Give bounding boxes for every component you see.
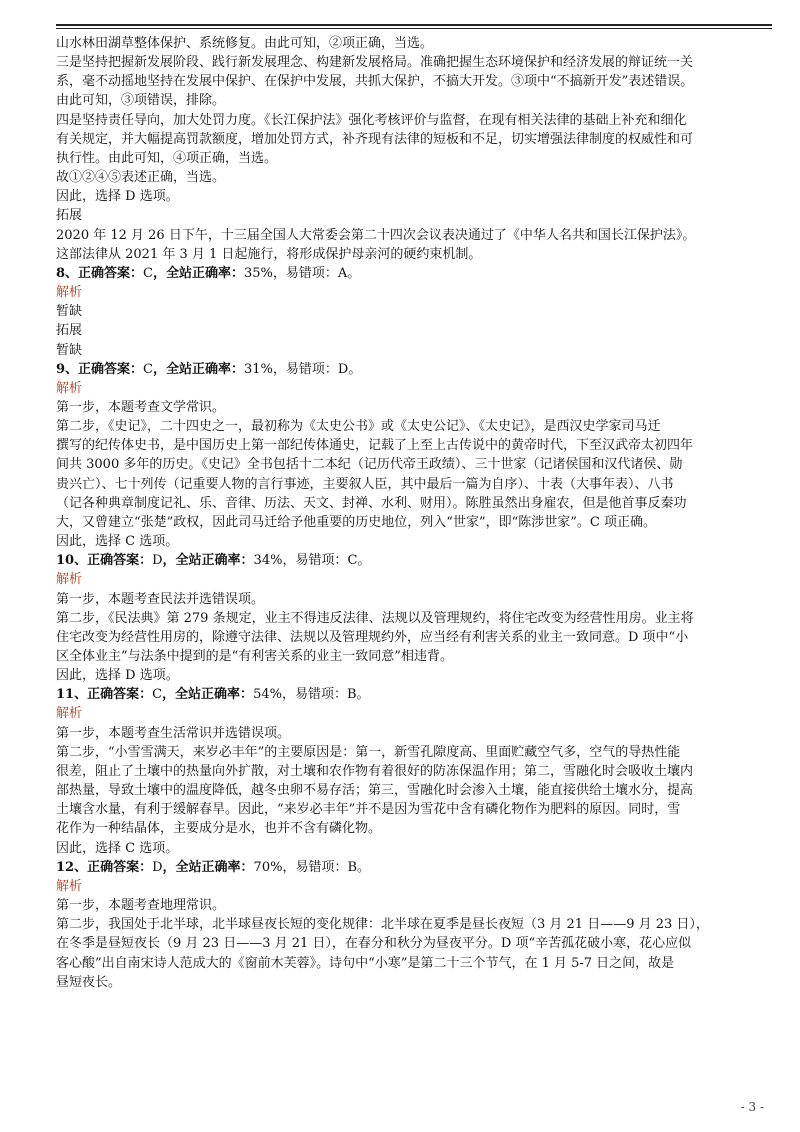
- text-line: 执行性。由此可知，④项正确，当选。: [56, 150, 278, 166]
- text-line: 间共 3000 多年的历史。《史记》全书包括十二本纪（记历代帝王政绩）、三十世家（记诸侯国和汉代诸侯、勋: [56, 457, 683, 473]
- text-line: 昼短夜长。: [56, 974, 122, 990]
- text-line: 贵兴亡）、七十列传（记重要人物的言行事迹，主要叙人臣，其中最后一篇为自序）、十表（大事年表）、八书: [56, 476, 674, 492]
- text-line: 部热量，导致土壤中的温度降低，越冬虫卵不易存活；第三，雪融化时会渗入土壤，能直接供给土壤水分，提高: [56, 783, 694, 799]
- text-line: 住宅改变为经营性用房的，除遵守法律、法规以及管理规约外，应当经有利害关系的业主一致同意。D 项中“小: [56, 629, 689, 645]
- text-line: 因此，选择 D 选项。: [56, 668, 179, 684]
- text-line: 第二步，我国处于北半球，北半球昼夜长短的变化规律：北半球在夏季是昼长夜短（3 月 21 日——9 月 23 日），: [56, 917, 709, 933]
- text-line: 2020 年 12 月 26 日下午，十三届全国人大常委会第二十四次会议表决通过了《中华人名共和国长江保护法》。: [56, 227, 696, 243]
- page-number: - 3 -: [740, 1100, 764, 1114]
- text-line: 客心酸”出自南宋诗人范成大的《窗前木芙蓉》。诗句中“小寒”是第二十三个节气，在 1 月 5-7 日之间，故是: [56, 955, 675, 971]
- text-line: 撰写的纪传体史书，是中国历史上第一部纪传体通史，记载了上至上古传说中的黄帝时代，下至汉武帝太初四年: [56, 438, 694, 454]
- text-line: 土壤含水量，有利于缓解春旱。因此，“来岁必丰年”并不是因为雪花中含有磷化物作为肥料的原因。同时，雪: [56, 802, 681, 818]
- text-line: 因此，选择 D 选项。: [56, 189, 179, 205]
- analysis-label: 解析: [56, 572, 83, 588]
- analysis-label: 解析: [56, 878, 83, 894]
- answer-heading-q9: 9、正确答案：C，全站正确率：31%，易错项：D。: [56, 361, 362, 377]
- text-line: 第一步，本题考查文学常识。: [56, 399, 226, 415]
- text-line: 有关规定，并大幅提高罚款额度，增加处罚方式，补齐现有法律的短板和不足，切实增强法律制度的权威性和可: [56, 131, 694, 147]
- text-line: 很差，阻止了土壤中的热量向外扩散，对土壤和农作物有着很好的防冻保温作用；第二，雪融化时会吸收土壤内: [56, 763, 694, 779]
- document-body: [56, 34, 756, 992]
- text-line: 第一步，本题考查生活常识并选错误项。: [56, 725, 291, 741]
- analysis-label: 解析: [56, 285, 83, 301]
- analysis-label: 解析: [56, 380, 83, 396]
- text-line: 因此，选择 C 选项。: [56, 840, 179, 856]
- text-line: 由此可知，③项错误，排除。: [56, 93, 226, 109]
- text-line: 第一步，本题考查民法并选错误项。: [56, 591, 265, 607]
- text-line: 区全体业主”与法条中提到的是“有利害关系的业主一致同意”相违背。: [56, 649, 453, 664]
- text-line: 第一步，本题考查地理常识。: [56, 898, 226, 914]
- text-line: （记各种典章制度记礼、乐、音律、历法、天文、封禅、水利、财用）。陈胜虽然出身雇农，但是他首事反秦功: [56, 495, 687, 511]
- text-line: 花作为一种结晶体，主要成分是水，也并不含有磷化物。: [56, 821, 382, 837]
- answer-heading-q8: 8、正确答案：C，全站正确率：35%，易错项：A。: [56, 265, 361, 281]
- text-line: 三是坚持把握新发展阶段、践行新发展理念、构建新发展格局。准确把握生态环境保护和经济发展的辩证统一关: [56, 55, 694, 71]
- header-rule-thin: [56, 28, 772, 29]
- text-line: 暂缺: [56, 342, 83, 358]
- text-line: 第二步，《民法典》第 279 条规定，业主不得违反法律、法规以及管理规约，将住宅改变为经营性用房。业主将: [56, 610, 694, 626]
- text-line: 山水林田湖草整体保护、系统修复。由此可知，②项正确，当选。: [56, 36, 434, 51]
- answer-heading-q12: 12、正确答案：D，全站正确率：70%，易错项：B。: [56, 859, 370, 875]
- analysis-label: 解析: [56, 706, 83, 722]
- text-line: 大，又曾建立“张楚”政权，因此司马迁给予他重要的历史地位，列入“世家”，即“陈涉世家”。C 项正确。: [56, 514, 656, 530]
- text-line: 暂缺: [56, 304, 83, 320]
- text-line: 因此，选择 C 选项。: [56, 534, 179, 550]
- answer-heading-q11: 11、正确答案：C，全站正确率：54%，易错项：B。: [56, 687, 370, 703]
- text-line: 故①②④⑤表述正确，当选。: [56, 170, 226, 186]
- text-line: 在冬季是昼短夜长（9 月 23 日——3 月 21 日），在春分和秋分为昼夜平分。D 项“辛苦孤花破小寒，花心应似: [56, 936, 692, 952]
- header-rule: [56, 24, 772, 26]
- text-line: 这部法律从 2021 年 3 月 1 日起施行，将形成保护母亲河的硬约束机制。: [56, 246, 482, 262]
- section-label-extension: 拓展: [56, 323, 83, 339]
- text-line: 第二步，《史记》，二十四史之一，最初称为《太史公书》或《太史公记》、《太史记》，是西汉史学家司马迁: [56, 419, 661, 435]
- text-line: 第二步，“小雪雪满天，来岁必丰年”的主要原因是：第一，新雪孔隙度高、里面贮藏空气多，空气的导热性能: [56, 744, 681, 760]
- text-line: 四是坚持责任导向，加大处罚力度。《长江保护法》强化考核评价与监督，在现有相关法律的基础上补充和细化: [56, 112, 687, 128]
- section-label-extension: 拓展: [56, 208, 83, 224]
- text-line: 系，毫不动摇地坚持在发展中保护、在保护中发展，共抓大保护，不搞大开发。③项中“不搞新开发”表述错误。: [56, 74, 694, 90]
- answer-heading-q10: 10、正确答案：D，全站正确率：34%，易错项：C。: [56, 553, 371, 569]
